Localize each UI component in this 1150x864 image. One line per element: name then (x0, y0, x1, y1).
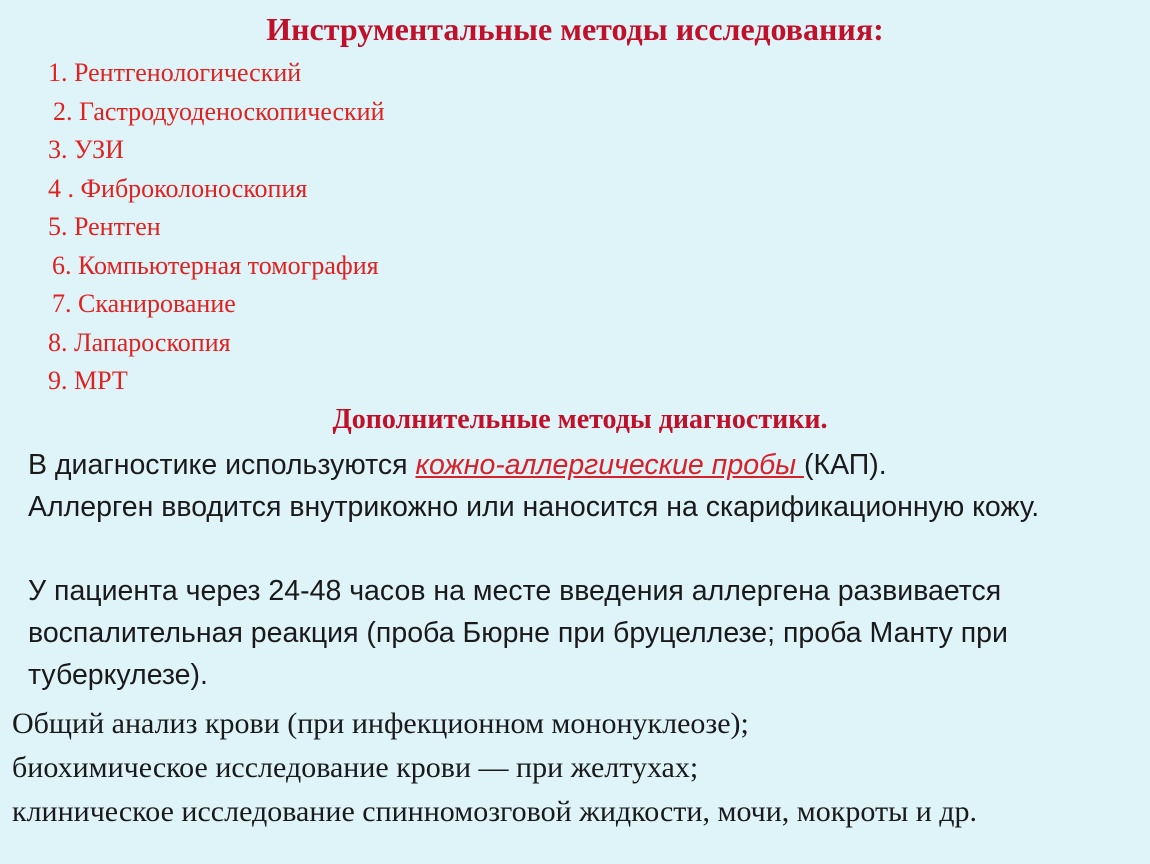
paragraph-reaction: У пациента через 24-48 часов на месте введения аллергена развивается воспалительная реакция (проба Бюрне при бруцеллезе; проба Манту при туберкулезе). (28, 575, 1008, 691)
methods-list (48, 54, 385, 401)
paragraph-kap (28, 444, 1138, 486)
list-item: 2. Гастродуоденоскопический (53, 96, 385, 126)
kap-link[interactable]: кожно-аллергические пробы (415, 449, 804, 481)
paragraph-allergen: Аллерген вводится внутрикожно или наносится на скарификационную кожу. (28, 491, 1040, 523)
page-title: Инструментальные методы исследования: (266, 11, 884, 47)
analysis-line: биохимическое исследование крови — при желтухах; (12, 751, 699, 784)
paragraph-analyses (12, 702, 1142, 834)
list-item: 9. МРТ (48, 366, 128, 395)
list-item: 1. Рентгенологический (48, 58, 302, 87)
list-item: 8. Лапароскопия (48, 327, 231, 357)
list-item: 3. УЗИ (48, 135, 124, 164)
analysis-line: клиническое исследование спинномозговой жидкости, мочи, мокроты и др. (12, 795, 978, 828)
list-item: 6. Компьютерная томография (52, 250, 379, 280)
analysis-line: Общий анализ крови (при инфекционном мононуклеозе); (12, 707, 749, 740)
paragraph-text: В диагностике используются (28, 449, 416, 481)
list-item: 5. Рентген (48, 212, 161, 241)
list-item: 7. Сканирование (52, 289, 236, 318)
paragraph-text: (КАП). (804, 449, 887, 481)
list-item: 4 . Фиброколоноскопия (48, 173, 308, 203)
section-title: Дополнительные методы диагностики. (332, 404, 828, 435)
